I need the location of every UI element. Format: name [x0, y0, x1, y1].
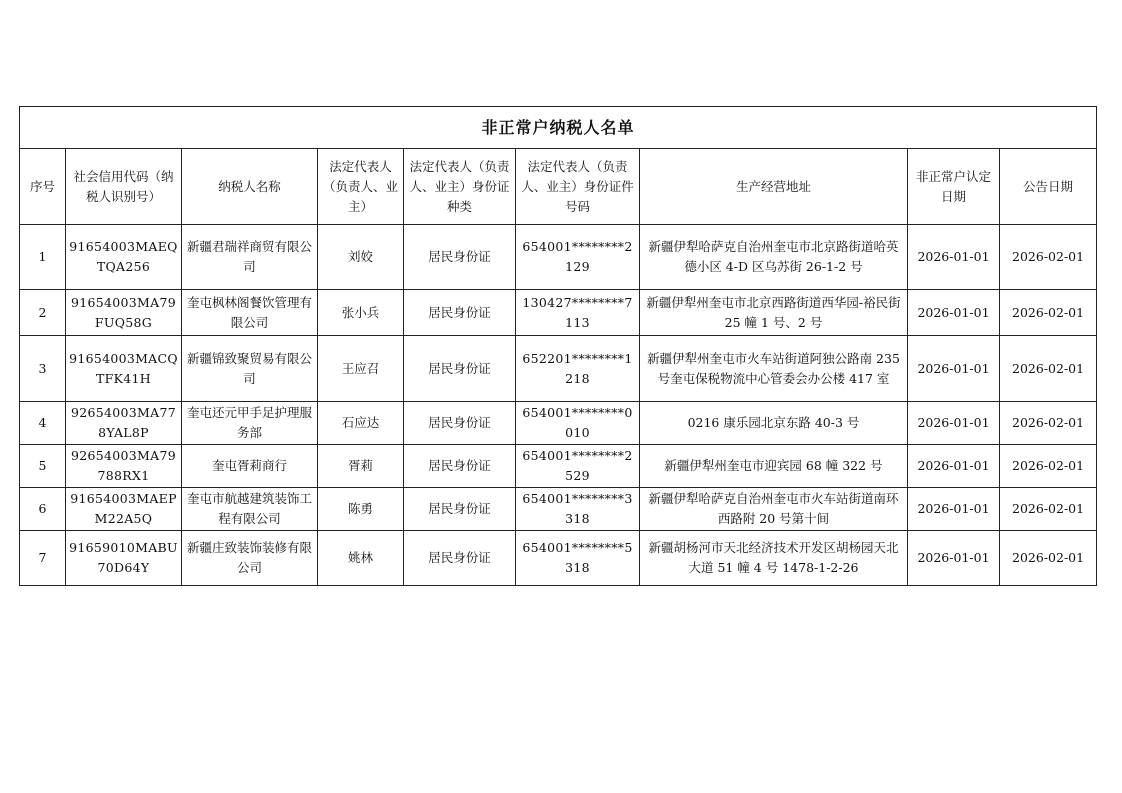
legal-rep: 石应达: [318, 402, 404, 445]
header-taxpayer-name: 纳税人名称: [182, 149, 318, 225]
row-index: 6: [20, 488, 66, 531]
recognition-date: 2026-01-01: [908, 402, 1000, 445]
credit-code: 91654003MA79FUQ58G: [66, 290, 182, 336]
title-row: [20, 107, 1097, 149]
taxpayer-name: 奎屯市航越建筑装饰工程有限公司: [182, 488, 318, 531]
legal-rep: 刘姣: [318, 225, 404, 290]
table-row: [20, 445, 1097, 488]
id-type: 居民身份证: [404, 531, 516, 586]
legal-rep: 陈勇: [318, 488, 404, 531]
recognition-date: 2026-01-01: [908, 531, 1000, 586]
row-index: 7: [20, 531, 66, 586]
taxpayer-name: 新疆锦致聚贸易有限公司: [182, 336, 318, 402]
row-index: 5: [20, 445, 66, 488]
taxpayer-table: [19, 106, 1097, 586]
recognition-date: 2026-01-01: [908, 488, 1000, 531]
business-address: 新疆伊犁州奎屯市火车站街道阿独公路南 235 号奎屯保税物流中心管委会办公楼 417 室: [640, 336, 908, 402]
header-announce-date: 公告日期: [1000, 149, 1097, 225]
header-index: 序号: [20, 149, 66, 225]
id-number: 654001********2529: [516, 445, 640, 488]
header-id-number: 法定代表人（负责人、业主）身份证件号码: [516, 149, 640, 225]
announce-date: 2026-02-01: [1000, 225, 1097, 290]
id-type: 居民身份证: [404, 445, 516, 488]
taxpayer-name: 奎屯胥莉商行: [182, 445, 318, 488]
header-recognition-date: 非正常户认定日期: [908, 149, 1000, 225]
recognition-date: 2026-01-01: [908, 445, 1000, 488]
business-address: 0216 康乐园北京东路 40-3 号: [640, 402, 908, 445]
business-address: 新疆伊犁哈萨克自治州奎屯市北京路街道哈英德小区 4-D 区乌苏街 26-1-2 号: [640, 225, 908, 290]
credit-code: 92654003MA79788RX1: [66, 445, 182, 488]
recognition-date: 2026-01-01: [908, 290, 1000, 336]
taxpayer-name: 奎屯枫林阁餐饮管理有限公司: [182, 290, 318, 336]
document-title: 非正常户纳税人名单: [20, 107, 1097, 149]
id-number: 654001********2129: [516, 225, 640, 290]
credit-code: 91654003MACQTFK41H: [66, 336, 182, 402]
id-number: 654001********3318: [516, 488, 640, 531]
table-row: [20, 402, 1097, 445]
id-number: 654001********0010: [516, 402, 640, 445]
announce-date: 2026-02-01: [1000, 531, 1097, 586]
header-address: 生产经营地址: [640, 149, 908, 225]
id-type: 居民身份证: [404, 225, 516, 290]
taxpayer-name: 奎屯还元甲手足护理服务部: [182, 402, 318, 445]
table-row: [20, 488, 1097, 531]
legal-rep: 王应召: [318, 336, 404, 402]
id-number: 652201********1218: [516, 336, 640, 402]
row-index: 2: [20, 290, 66, 336]
credit-code: 91654003MAEPM22A5Q: [66, 488, 182, 531]
table-row: [20, 290, 1097, 336]
header-legal-rep: 法定代表人（负责人、业主）: [318, 149, 404, 225]
table-row: [20, 225, 1097, 290]
announce-date: 2026-02-01: [1000, 336, 1097, 402]
id-type: 居民身份证: [404, 488, 516, 531]
legal-rep: 胥莉: [318, 445, 404, 488]
taxpayer-name: 新疆君瑞祥商贸有限公司: [182, 225, 318, 290]
row-index: 3: [20, 336, 66, 402]
id-number: 654001********5318: [516, 531, 640, 586]
legal-rep: 张小兵: [318, 290, 404, 336]
credit-code: 91654003MAEQTQA256: [66, 225, 182, 290]
announce-date: 2026-02-01: [1000, 488, 1097, 531]
recognition-date: 2026-01-01: [908, 225, 1000, 290]
taxpayer-name: 新疆庄致装饰装修有限公司: [182, 531, 318, 586]
header-credit-code: 社会信用代码（纳税人识别号）: [66, 149, 182, 225]
header-id-type: 法定代表人（负责人、业主）身份证种类: [404, 149, 516, 225]
row-index: 1: [20, 225, 66, 290]
announce-date: 2026-02-01: [1000, 402, 1097, 445]
business-address: 新疆伊犁州奎屯市北京西路街道西华园-裕民街 25 幢 1 号、2 号: [640, 290, 908, 336]
recognition-date: 2026-01-01: [908, 336, 1000, 402]
announce-date: 2026-02-01: [1000, 290, 1097, 336]
header-row: [20, 149, 1097, 225]
business-address: 新疆伊犁哈萨克自治州奎屯市火车站街道南环西路附 20 号第十间: [640, 488, 908, 531]
credit-code: 91659010MABU70D64Y: [66, 531, 182, 586]
business-address: 新疆伊犁州奎屯市迎宾园 68 幢 322 号: [640, 445, 908, 488]
credit-code: 92654003MA778YAL8P: [66, 402, 182, 445]
announce-date: 2026-02-01: [1000, 445, 1097, 488]
business-address: 新疆胡杨河市天北经济技术开发区胡杨园天北大道 51 幢 4 号 1478-1-2-26: [640, 531, 908, 586]
table-row: [20, 531, 1097, 586]
id-type: 居民身份证: [404, 290, 516, 336]
table-row: [20, 336, 1097, 402]
id-number: 130427********7113: [516, 290, 640, 336]
legal-rep: 姚林: [318, 531, 404, 586]
id-type: 居民身份证: [404, 336, 516, 402]
row-index: 4: [20, 402, 66, 445]
id-type: 居民身份证: [404, 402, 516, 445]
